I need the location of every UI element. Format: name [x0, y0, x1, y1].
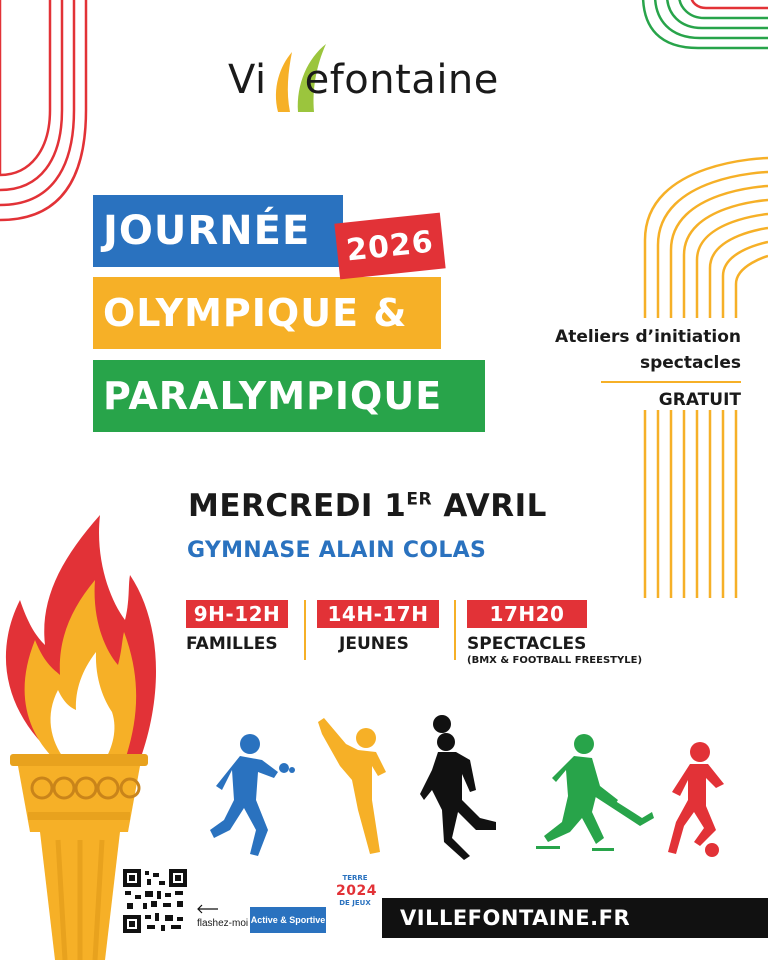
schedule-divider — [454, 600, 456, 660]
slot-sublabel: (BMX & FOOTBALL FREESTYLE) — [467, 655, 643, 666]
side-info-line-2: spectacles — [639, 353, 741, 373]
title-line-2: OLYMPIQUE & — [93, 277, 441, 349]
ice-hockey-player-icon — [536, 734, 654, 851]
side-info-line-1: Ateliers d’initiation — [555, 327, 741, 347]
title-line-1: JOURNÉE — [93, 195, 343, 267]
slot-label: JEUNES — [339, 634, 409, 654]
terre-de-jeux-logo — [336, 874, 377, 908]
date-month: AVRIL — [443, 488, 547, 524]
qr-code-icon[interactable] — [123, 869, 187, 933]
slot-label: FAMILLES — [186, 634, 278, 654]
green-track-lines — [643, 0, 768, 48]
active-sportive-badge: Active & Sportive — [250, 907, 326, 933]
schedule-divider — [304, 600, 306, 660]
website-url[interactable]: VILLEFONTAINE.FR — [382, 898, 768, 938]
event-date — [188, 488, 547, 524]
side-info — [531, 324, 741, 413]
flash-label: flashez-moi — [197, 918, 249, 929]
schedule-slot-shows — [467, 600, 642, 666]
tdj-line-3: DE JEUX — [339, 899, 371, 907]
slot-time: 9H-12H — [186, 600, 288, 628]
karate-kick-icon — [318, 718, 386, 854]
logo-text-left: Vi — [228, 57, 267, 103]
slot-time: 14H-17H — [317, 600, 439, 628]
date-main: MERCREDI 1 — [188, 488, 407, 524]
table-tennis-player-icon — [210, 734, 295, 856]
red-track-lines — [0, 0, 86, 220]
date-superscript: ER — [406, 489, 433, 510]
side-info-free: GRATUIT — [658, 390, 741, 410]
schedule-slot-youth — [317, 600, 439, 654]
tdj-line-2: 2024 — [336, 883, 377, 899]
villefontaine-logo — [228, 40, 499, 120]
schedule-slot-families — [186, 600, 288, 654]
side-info-divider — [601, 381, 741, 383]
event-venue: GYMNASE ALAIN COLAS — [187, 538, 487, 563]
slot-label: SPECTACLES — [467, 634, 587, 654]
year-badge: 2026 — [334, 213, 445, 280]
tdj-line-1: TERRE — [342, 874, 368, 882]
title-line-3: PARALYMPIQUE — [93, 360, 485, 432]
logo-text-right: efontaine — [304, 57, 499, 103]
football-player-icon — [668, 742, 724, 857]
slot-time: 17H20 — [467, 600, 587, 628]
arrow-left-icon — [196, 904, 220, 914]
basketball-player-icon — [420, 715, 496, 860]
